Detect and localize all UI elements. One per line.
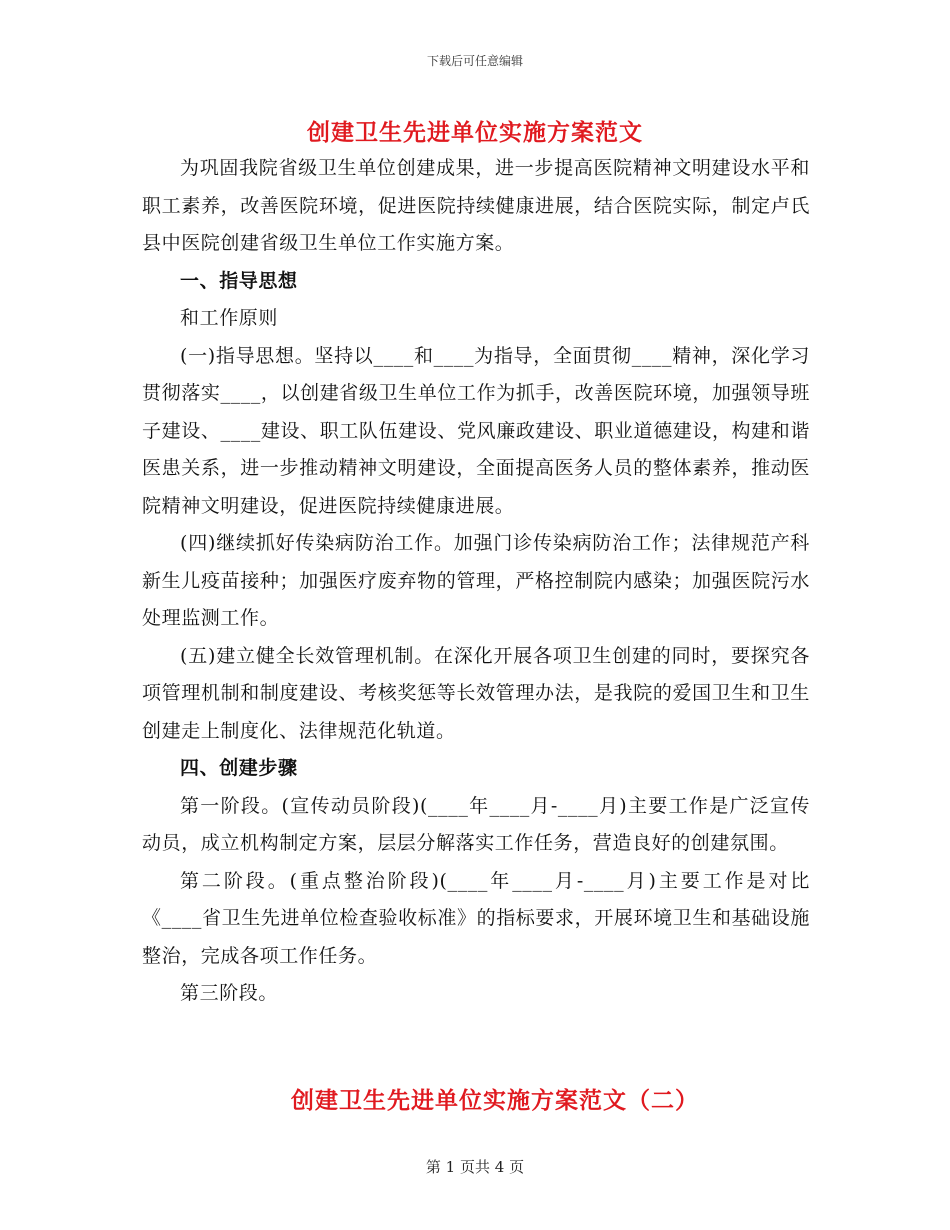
paragraph-stage-two: 第二阶段。(重点整治阶段)(____年____月-____月)主要工作是对比《____省卫生先进单位检查验收标准》的指标要求，开展环境卫生和基础设施整治，完成各项工作任务。 (142, 869, 810, 967)
document-title: 创建卫生先进单位实施方案范文 (307, 119, 643, 146)
second-document-title: 创建卫生先进单位实施方案范文（二） (291, 1087, 699, 1114)
section-heading-creation-steps: 四、创建步骤 (180, 757, 298, 779)
paragraph-stage-three: 第三阶段。 (180, 982, 279, 1004)
section-heading-guiding-ideology: 一、指导思想 (180, 269, 298, 292)
paragraph-infectious-disease: (四)继续抓好传染病防治工作。加强门诊传染病防治工作；法律规范产科新生儿疫苗接种；加强医疗废弃物的管理，严格控制院内感染；加强医院污水处理监测工作。 (142, 532, 810, 629)
paragraph-long-term-mechanism: (五)建立健全长效管理机制。在深化开展各项卫生创建的同时，要探究各项管理机制和制度建设、考核奖惩等长效管理办法，是我院的爱国卫生和卫生创建走上制度化、法律规范化轨道。 (142, 644, 810, 742)
paragraph-stage-one: 第一阶段。(宣传动员阶段)(____年____月-____月)主要工作是广泛宣传动员，成立机构制定方案，层层分解落实工作任务，营造良好的创建氛围。 (142, 794, 810, 854)
header-note: 下载后可任意编辑 (426, 54, 523, 68)
intro-paragraph: 为巩固我院省级卫生单位创建成果，进一步提高医院精神文明建设水平和职工素养，改善医院环境，促进医院持续健康进展，结合医院实际，制定卢氏县中医院创建省级卫生单位工作实施方案。 (142, 157, 810, 254)
paragraph-guiding-ideology: (一)指导思想。坚持以____和____为指导，全面贯彻____精神，深化学习贯彻落实____，以创建省级卫生单位工作为抓手，改善医院环境，加强领导班子建设、____建设、职工队伍建设、党风廉政建设、职业道德建设，构建和谐医患关系，进一步推动精神文明建设，全面提高医务人员的整体素养，推动医院精神文明建设，促进医院持续健康进展。 (142, 344, 810, 517)
document-body (142, 150, 810, 1013)
page-footer: 第 1 页共 4 页 (425, 1158, 525, 1176)
subheading-work-principles: 和工作原则 (180, 307, 279, 329)
